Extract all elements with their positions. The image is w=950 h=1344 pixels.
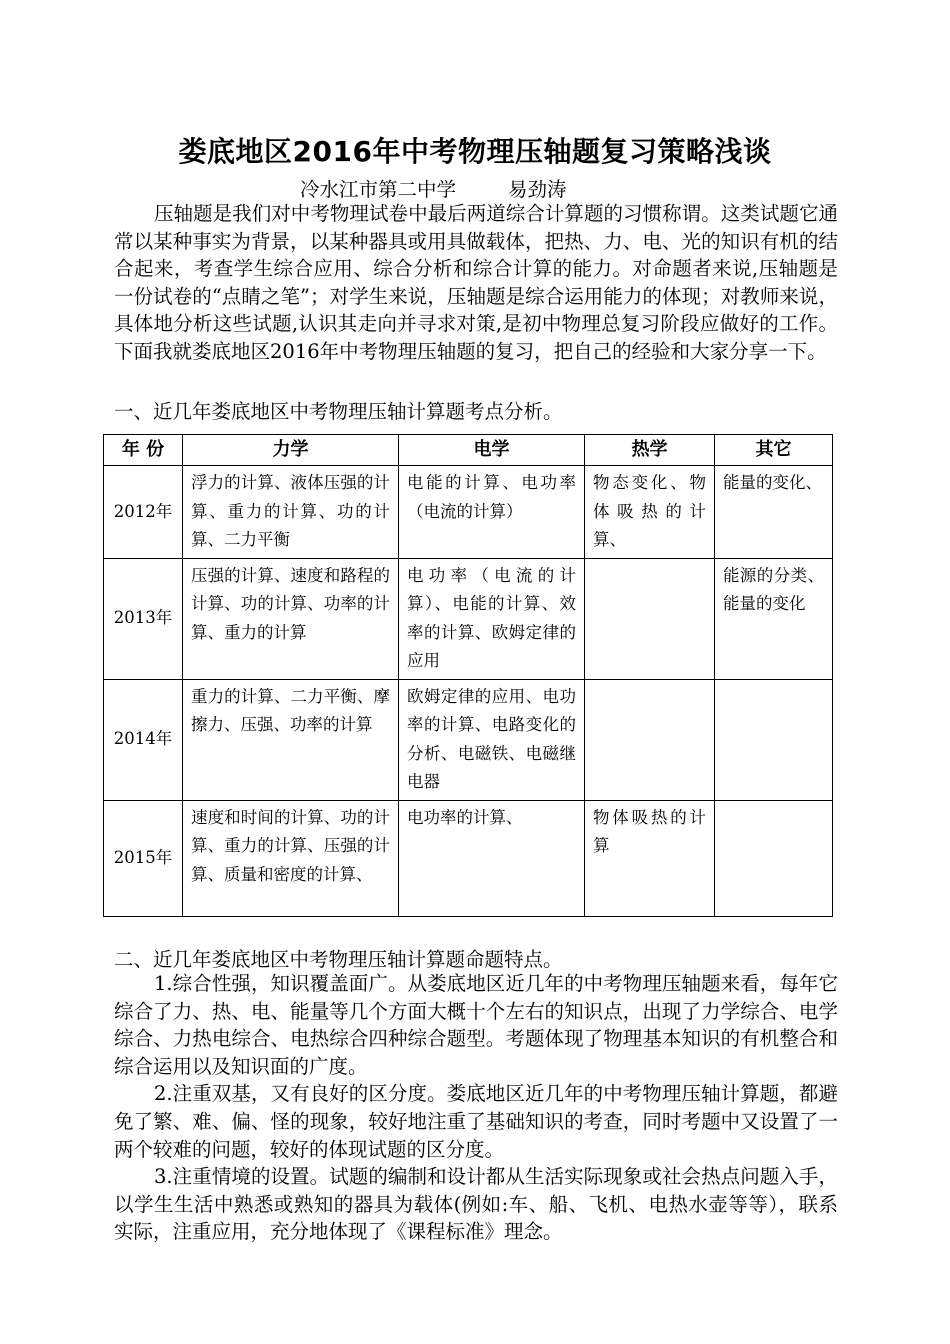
year-cell: 2012年 — [104, 466, 183, 559]
electricity-cell: 欧姆定律的应用、电功率的计算、电路变化的分析、电磁铁、电磁继电器 — [399, 679, 585, 800]
heat-cell: 物体吸热的计算 — [585, 800, 715, 916]
year-cell: 2014年 — [104, 679, 183, 800]
mechanics-cell: 速度和时间的计算、功的计算、重力的计算、压强的计算、质量和密度的计算、 — [183, 800, 399, 916]
mechanics-cell: 重力的计算、二力平衡、摩擦力、压强、功率的计算 — [183, 679, 399, 800]
author-line — [300, 174, 567, 202]
year-cell: 2015年 — [104, 800, 183, 916]
other-cell: 能量的变化、 — [715, 466, 833, 559]
section-2-heading: 二、近几年娄底地区中考物理压轴计算题命题特点。 — [114, 948, 563, 971]
electricity-cell: 电功率（电流的计算）、电能的计算、效率的计算、欧姆定律的应用 — [399, 558, 585, 679]
document-title: 娄底地区2016年中考物理压轴题复习策略浅谈 — [178, 135, 772, 168]
other-cell: 能源的分类、能量的变化 — [715, 558, 833, 679]
table-row — [104, 679, 833, 800]
electricity-cell: 电能的计算、电功率（电流的计算） — [399, 466, 585, 559]
feature-point: 1.综合性强，知识覆盖面广。从娄底地区近几年的中考物理压轴题来看，每年它综合了力、热、电、能量等几个方面大概十个左右的知识点，出现了力学综合、电学综合、力热电综合、电热综合四种综合题型。考题体现了物理基本知识的有机整合和综合运用以及知识面的广度。 — [114, 972, 838, 1078]
heat-cell — [585, 558, 715, 679]
table-header-row — [104, 435, 833, 466]
heat-cell — [585, 679, 715, 800]
header-heat: 热学 — [585, 435, 715, 466]
header-year: 年 份 — [104, 435, 183, 466]
heat-cell: 物态变化、物体吸热的计算、 — [585, 466, 715, 559]
electricity-cell: 电功率的计算、 — [399, 800, 585, 916]
mechanics-cell: 浮力的计算、液体压强的计算、重力的计算、功的计算、二力平衡 — [183, 466, 399, 559]
other-cell — [715, 800, 833, 916]
header-other: 其它 — [715, 435, 833, 466]
table-row — [104, 800, 833, 916]
author-school: 冷水江市第二中学 — [300, 178, 457, 201]
feature-list — [114, 970, 838, 1246]
feature-point: 2.注重双基，又有良好的区分度。娄底地区近几年的中考物理压轴计算题，都避免了繁、难、偏、怪的现象，较好地注重了基础知识的考查，同时考题中又设置了一两个较难的问题，较好的体现试题的区分度。 — [114, 1082, 838, 1161]
other-cell — [715, 679, 833, 800]
year-cell: 2013年 — [104, 558, 183, 679]
feature-point: 3.注重情境的设置。试题的编制和设计都从生活实际现象或社会热点问题入手，以学生生活中熟悉或熟知的器具为载体(例如:车、船、飞机、电热水壶等等），联系实际，注重应用，充分地体现了《课程标准》理念。 — [114, 1165, 838, 1244]
section-1-heading: 一、近几年娄底地区中考物理压轴计算题考点分析。 — [114, 400, 563, 423]
exam-topic-table — [103, 434, 833, 917]
mechanics-cell: 压强的计算、速度和路程的计算、功的计算、功率的计算、重力的计算 — [183, 558, 399, 679]
header-electricity: 电学 — [399, 435, 585, 466]
header-mechanics: 力学 — [183, 435, 399, 466]
table-row — [104, 558, 833, 679]
intro-paragraph: 压轴题是我们对中考物理试卷中最后两道综合计算题的习惯称谓。这类试题它通常以某种事实为背景，以某种器具或用具做载体，把热、力、电、光的知识有机的结合起来，考查学生综合应用、综合分析和综合计算的能力。对命题者来说,压轴题是一份试卷的“点睛之笔”；对学生来说，压轴题是综合运用能力的体现；对教师来说，具体地分析这些试题,认识其走向并寻求对策,是初中物理总复习阶段应做好的工作。下面我就娄底地区2016年中考物理压轴题的复习，把自己的经验和大家分享一下。 — [114, 202, 838, 363]
table-row — [104, 466, 833, 559]
author-name: 易劲涛 — [508, 178, 567, 201]
